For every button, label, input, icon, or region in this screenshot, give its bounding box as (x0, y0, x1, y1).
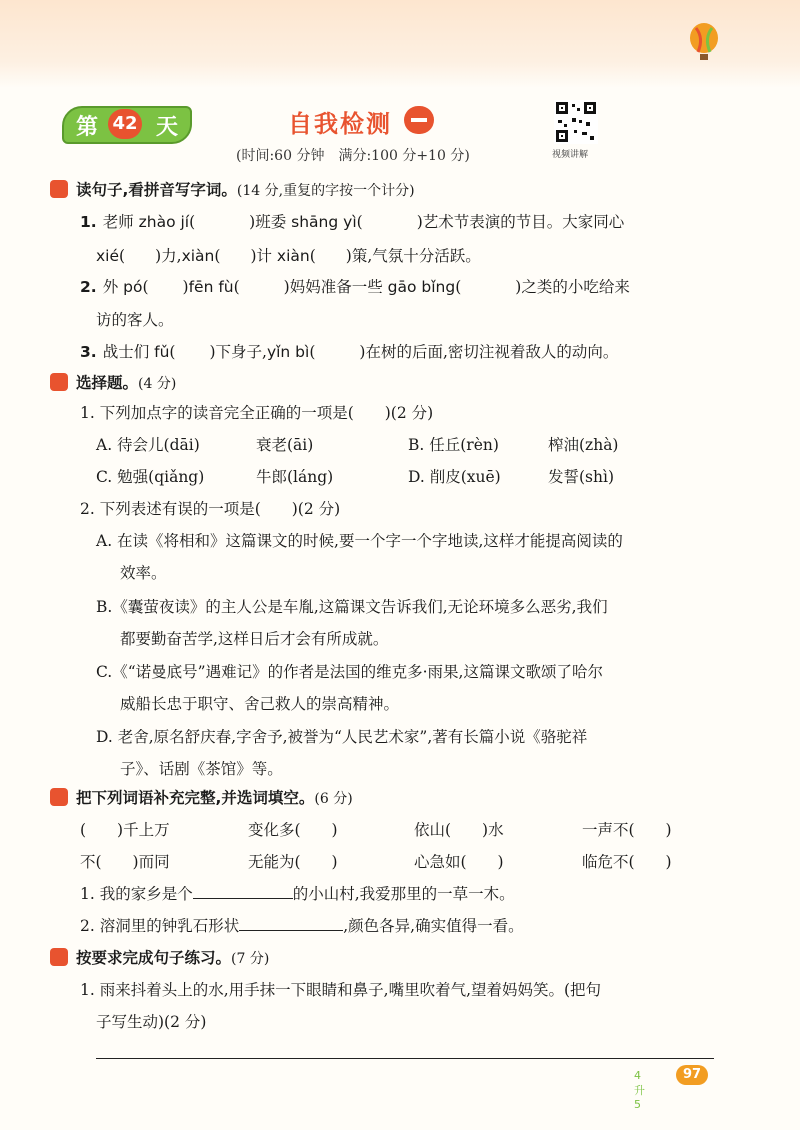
s2-q1-option-b: B. 任丘(rèn) (408, 436, 499, 454)
day-number: 42 (108, 109, 142, 139)
s4-q1-line1: 1. 雨来抖着头上的水,用手抹一下眼睛和鼻子,嘴里吹着气,望着妈妈笑。(把句 (80, 981, 602, 999)
qr-code-icon[interactable] (554, 100, 598, 144)
s2-q1-option-b2: 榨油(zhà) (548, 436, 619, 454)
top-band (0, 0, 800, 88)
s2-q2-b-line1: B.《囊萤夜读》的主人公是车胤,这篇课文告诉我们,无论环境多么恶劣,我们 (96, 598, 608, 616)
s2-q2-d-line2: 子》、话剧《茶馆》等。 (120, 760, 283, 778)
s2-q2-d-line1: D. 老舍,原名舒庆春,字舍予,被誉为“人民艺术家”,著有长篇小说《骆驼祥 (96, 728, 588, 746)
day-prefix: 第 (76, 115, 99, 140)
s2-q2-c-line2: 威船长忠于职守、舍己救人的崇高精神。 (120, 695, 400, 713)
s1-line-2: xié( )力,xiàn( )计 xiàn( )策,气氛十分活跃。 (96, 247, 481, 265)
s3-word-3: 依山( )水 (414, 821, 504, 839)
day-suffix: 天 (156, 115, 179, 140)
s2-q2-a-line2: 效率。 (120, 564, 167, 582)
s2-q2-a-line1: A. 在读《将相和》这篇课文的时候,要一个字一个字地读,这样才能提高阅读的 (96, 532, 623, 550)
section-2-heading: 选择题。(4 分) (50, 371, 176, 393)
section-number-badge (50, 788, 68, 806)
s4-q1-line2: 子写生动)(2 分) (96, 1013, 207, 1031)
s2-q1-option-c: C. 勉强(qiǎng) (96, 468, 205, 486)
page-number: 97 (676, 1065, 708, 1085)
section-number-badge (50, 180, 68, 198)
answer-blank[interactable] (193, 898, 293, 899)
s1-line-3: 2. 外 pó( )fēn fù( )妈妈准备一些 gāo bǐng( )之类的小吃给来 (80, 278, 630, 296)
s2-q2-b-line2: 都要勤奋苦学,这样日后才会有所成就。 (120, 630, 389, 648)
section-1-heading: 读句子,看拼音写字词。(14 分,重复的字按一个计分) (50, 178, 415, 200)
s1-line-1: 1. 老师 zhào jí( )班委 shāng yì( )艺术节表演的节目。大家同心 (80, 213, 625, 231)
s2-q1-option-a2: 衰老(āi) (256, 436, 314, 454)
hot-air-balloon-icon (684, 22, 724, 62)
day-tag (62, 106, 192, 144)
s1-line-4: 访的客人。 (96, 311, 174, 329)
s2-q1-option-c2: 牛郎(láng) (256, 468, 334, 486)
s2-q1-option-a: A. 待会儿(dāi) (96, 436, 200, 454)
s3-word-2: 变化多( ) (248, 821, 338, 839)
s3-word-8: 临危不( ) (582, 853, 672, 871)
answer-line[interactable] (96, 1058, 714, 1059)
s3-word-1: ( )千上万 (80, 821, 170, 839)
grade-label: 4升5 (634, 1069, 645, 1111)
section-4-heading: 按要求完成句子练习。(7 分) (50, 946, 269, 968)
s2-q1-option-d2: 发誓(shì) (548, 468, 614, 486)
section-number-badge (50, 948, 68, 966)
s3-word-6: 无能为( ) (248, 853, 338, 871)
s3-word-5: 不( )而同 (80, 853, 170, 871)
s2-q2-stem: 2. 下列表述有误的一项是( )(2 分) (80, 500, 341, 518)
title-number-badge (404, 106, 434, 134)
s3-sentence-2: 2. 溶洞里的钟乳石形状 ,颜色各异,确实值得一看。 (80, 917, 524, 935)
s2-q1-option-d: D. 削皮(xuē) (408, 468, 501, 486)
s2-q1-stem: 1. 下列加点字的读音完全正确的一项是( )(2 分) (80, 404, 434, 422)
s2-q2-c-line1: C.《“诺曼底号”遇难记》的作者是法国的维克多·雨果,这篇课文歌颂了哈尔 (96, 663, 603, 681)
answer-blank[interactable] (239, 930, 343, 931)
page-title: 自我检测 (288, 110, 392, 138)
time-score-info: (时间:60 分钟 满分:100 分+10 分) (236, 148, 470, 164)
s1-line-5: 3. 战士们 fǔ( )下身子,yǐn bì( )在树的后面,密切注视着敌人的动向。 (80, 343, 619, 361)
qr-label: 视频讲解 (552, 150, 589, 160)
section-number-badge (50, 373, 68, 391)
s3-word-4: 一声不( ) (582, 821, 672, 839)
section-3-heading: 把下列词语补充完整,并选词填空。(6 分) (50, 786, 353, 808)
s3-word-7: 心急如( ) (414, 853, 504, 871)
s3-sentence-1: 1. 我的家乡是个 的小山村,我爱那里的一草一木。 (80, 885, 515, 903)
